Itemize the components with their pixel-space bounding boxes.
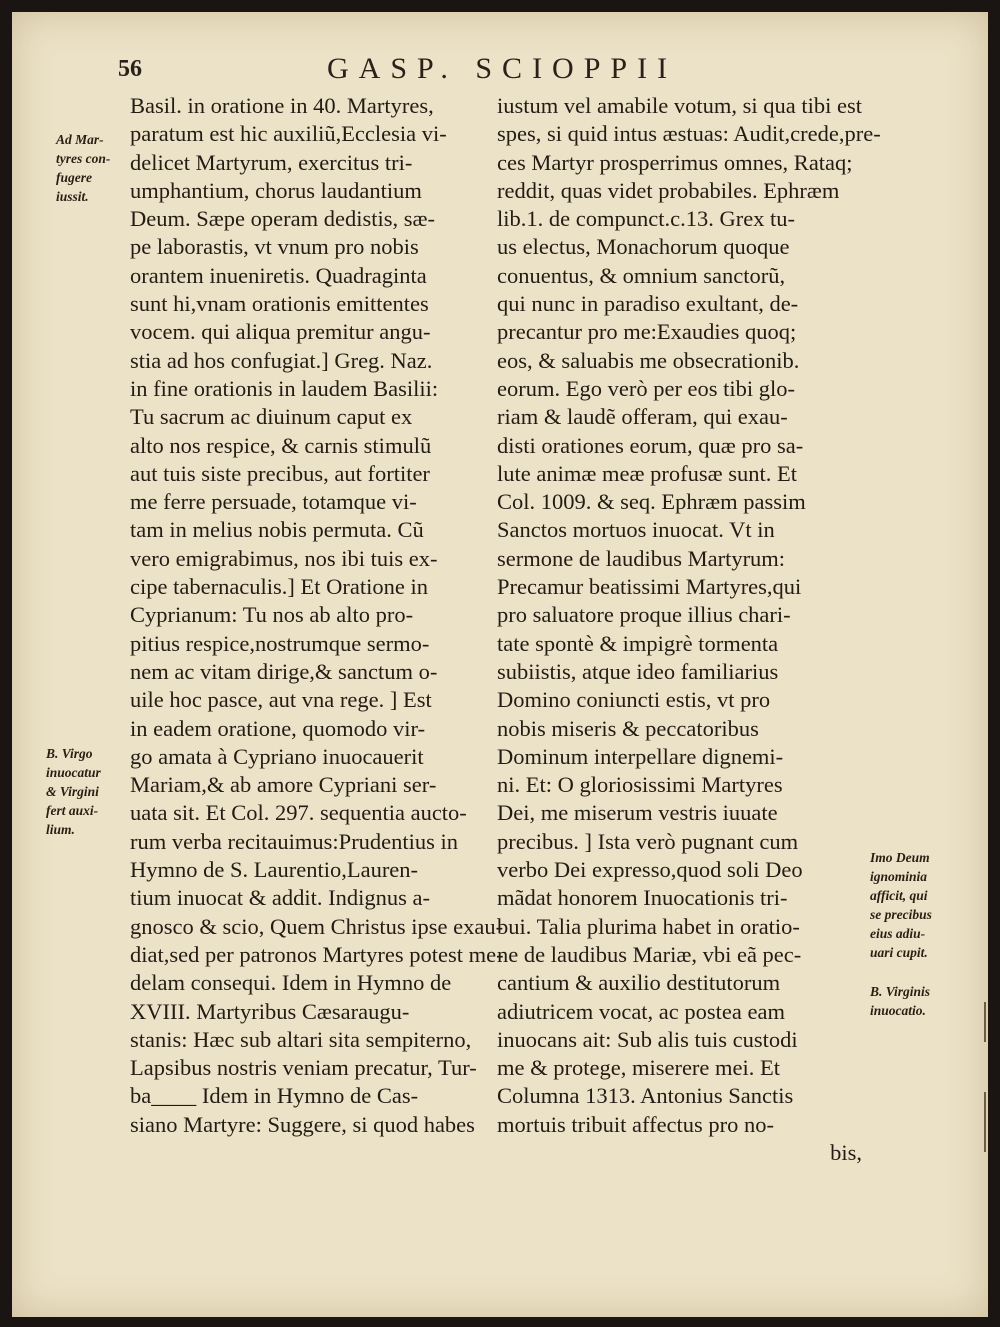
margin-note-line: B. Virginis [870, 984, 931, 999]
text-line: gnosco & scio, Quem Christus ipse exau- [130, 913, 504, 939]
text-line: stanis: Hæc sub altari sita sempiterno, [130, 1026, 472, 1052]
text-line: inuocans ait: Sub alis tuis custodi [497, 1026, 798, 1052]
text-line: uata sit. Et Col. 297. sequentia aucto- [130, 800, 467, 826]
text-line: spes, si quid intus æstuas: Audit,crede,pre- [497, 121, 881, 147]
text-line: siano Martyre: Suggere, si quod habes [130, 1111, 475, 1137]
text-line: riam & laudẽ offeram, qui exau- [497, 404, 788, 430]
text-line: precibus. ] Ista verò pugnant cum [497, 828, 799, 854]
text-line: mortuis tribuit affectus pro no- [497, 1111, 775, 1137]
page-edge-mark [984, 1002, 986, 1042]
text-line: bis, [830, 1139, 862, 1165]
text-line: precantur pro me:Exaudies quoq; [497, 319, 797, 345]
text-line: disti orationes eorum, quæ pro sa- [497, 432, 804, 458]
text-line: adiutricem vocat, ac postea eam [497, 998, 785, 1024]
text-line: me & protege, miserere mei. Et [497, 1055, 781, 1081]
text-line: Mariam,& ab amore Cypriani ser- [130, 772, 437, 798]
margin-note-line: ignominia [870, 869, 928, 884]
text-line: pitius respice,nostrumque sermo- [130, 630, 430, 656]
text-line: Col. 1009. & seq. Ephræm passim [497, 489, 806, 515]
text-line: Deum. Sæpe operam dedistis, sæ- [130, 206, 435, 232]
text-line: Basil. in oratione in 40. Martyres, [130, 93, 434, 118]
text-line: eorum. Ego verò per eos tibi glo- [497, 375, 796, 401]
text-line: us electus, Monachorum quoque [497, 234, 790, 260]
margin-note-line: iussit. [56, 189, 89, 204]
margin-note-line: Ad Mar- [56, 132, 104, 147]
text-line: umphantium, chorus laudantium [130, 177, 422, 203]
margin-note-line: lium. [46, 822, 75, 837]
text-line: Tu sacrum ac diuinum caput ex [130, 404, 413, 430]
text-line: tate spontè & impigrè tormenta [497, 630, 779, 656]
text-line: Dei, me miserum vestris iuuate [497, 800, 778, 826]
margin-note-line: & Virgini [46, 784, 99, 799]
text-line: me ferre persuade, totamque vi- [130, 489, 417, 515]
text-line: delicet Martyrum, exercitus tri- [130, 149, 413, 175]
text-line: in fine orationis in laudem Basilii: [130, 375, 439, 401]
margin-note-line: B. Virgo [46, 746, 93, 761]
text-line: Cyprianum: Tu nos ab alto pro- [130, 602, 414, 628]
text-line: nobis miseris & peccatoribus [497, 715, 759, 741]
text-line: ni. Et: O gloriosissimi Martyres [497, 772, 783, 798]
text-line: tium inuocat & addit. Indignus a- [130, 885, 430, 911]
text-line: Hymno de S. Laurentio,Lauren- [130, 857, 419, 883]
text-line: pe laborastis, vt vnum pro nobis [130, 234, 419, 260]
text-line: Sanctos mortuos inuocat. Vt in [497, 517, 775, 543]
margin-note-line: afficit, qui [870, 888, 928, 903]
text-line: bui. Talia plurima habet in oratio- [497, 913, 800, 939]
page-number: 56 [118, 56, 142, 82]
text-line: qui nunc in paradiso exultant, de- [497, 291, 799, 317]
text-line: stia ad hos confugiat.] Greg. Naz. [130, 347, 433, 373]
margin-note-line: inuocatio. [870, 1003, 926, 1018]
text-line: paratum est hic auxiliũ,Ecclesia vi- [130, 121, 447, 147]
text-line: tam in melius nobis permuta. Cũ [130, 517, 424, 543]
text-line: go amata à Cypriano inuocauerit [130, 743, 424, 769]
text-line: conuentus, & omnium sanctorũ, [497, 262, 786, 288]
margin-note-line: tyres con- [56, 151, 111, 166]
text-line: cipe tabernaculis.] Et Oratione in [130, 574, 429, 600]
text-line: uile hoc pasce, aut vna rege. ] Est [130, 687, 432, 713]
text-line: aut tuis siste precibus, aut fortiter [130, 460, 430, 486]
text-line: reddit, quas videt probabiles. Ephræm [497, 177, 840, 203]
right-text-column [497, 92, 881, 1167]
text-line: diat,sed per patronos Martyres potest me- [130, 941, 504, 967]
margin-note-line: inuocatur [46, 765, 101, 780]
margin-note-right-top [870, 848, 982, 962]
text-line: orantem inueniretis. Quadraginta [130, 262, 427, 288]
text-line: ces Martyr prosperrimus omnes, Rataq; [497, 149, 853, 175]
text-line: alto nos respice, & carnis stimulũ [130, 432, 432, 458]
text-line: Domino coniuncti estis, vt pro [497, 687, 771, 713]
running-head: GASP. SCIOPPII [327, 52, 678, 85]
text-line: vero emigrabimus, nos ibi tuis ex- [130, 545, 438, 571]
text-line: Lapsibus nostris veniam precatur, Tur- [130, 1055, 477, 1081]
text-line: rum verba recitauimus:Prudentius in [130, 828, 459, 854]
text-line: sermone de laudibus Martyrum: [497, 545, 786, 571]
text-line: lib.1. de compunct.c.13. Grex tu- [497, 206, 796, 232]
text-line: mãdat honorem Inuocationis tri- [497, 885, 788, 911]
text-line: delam consequi. Idem in Hymno de [130, 970, 452, 996]
text-line: lute animæ meæ profusæ sunt. Et [497, 460, 797, 486]
text-line: Precamur beatissimi Martyres,qui [497, 574, 802, 600]
text-line: in eadem oratione, quomodo vir- [130, 715, 426, 741]
text-line: XVIII. Martyribus Cæsaraugu- [130, 998, 410, 1024]
text-line: pro saluatore proque illius chari- [497, 602, 791, 628]
text-line: subiistis, atque ideo familiarius [497, 658, 779, 684]
text-line: ba____ Idem in Hymno de Cas- [130, 1083, 419, 1109]
page-edge-mark [984, 1092, 986, 1152]
margin-note-left-top [56, 130, 134, 206]
text-line: nem ac vitam dirige,& sanctum o- [130, 658, 438, 684]
margin-note-left-bottom [46, 744, 136, 839]
margin-note-line: uari cupit. [870, 945, 928, 960]
text-line: cantium & auxilio destitutorum [497, 970, 781, 996]
text-line: Dominum interpellare dignemi- [497, 743, 784, 769]
text-line: vocem. qui aliqua premitur angu- [130, 319, 431, 345]
text-line: verbo Dei expresso,quod soli Deo [497, 857, 803, 883]
margin-note-right-bottom [870, 982, 982, 1020]
text-line: ne de laudibus Mariæ, vbi eã pec- [497, 941, 802, 967]
text-line: iustum vel amabile votum, si qua tibi est [497, 93, 862, 118]
left-text-column [130, 92, 504, 1139]
margin-note-line: se precibus [870, 907, 932, 922]
margin-note-line: Imo Deum [870, 850, 930, 865]
text-line: sunt hi,vnam orationis emittentes [130, 291, 429, 317]
margin-note-line: eius adiu- [870, 926, 926, 941]
text-line: eos, & saluabis me obsecrationib. [497, 347, 800, 373]
book-page [12, 12, 988, 1317]
margin-note-line: fert auxi- [46, 803, 99, 818]
margin-note-line: fugere [56, 170, 92, 185]
text-line: Columna 1313. Antonius Sanctis [497, 1083, 794, 1109]
